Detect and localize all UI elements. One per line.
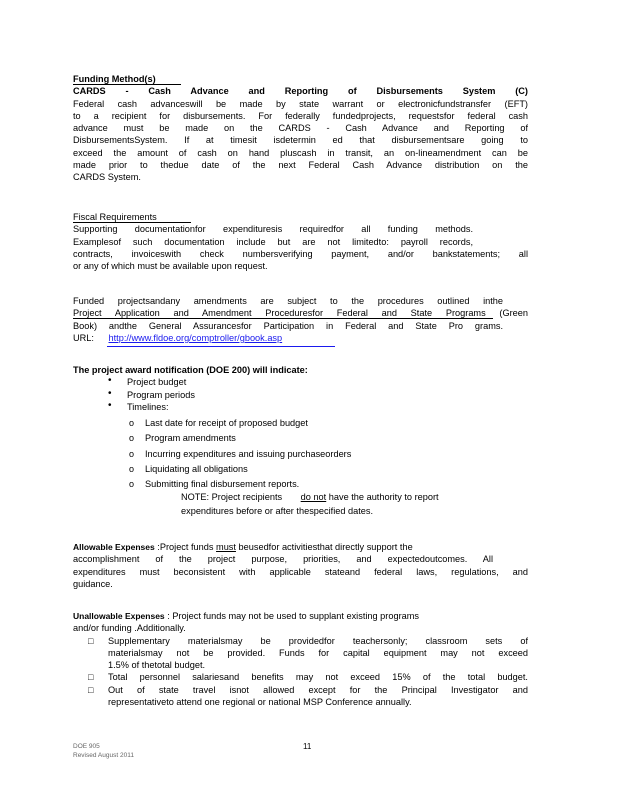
footer [73, 742, 134, 760]
funding-line: exceed the amount of cash on hand pluscash in transit, an on-lineamendment can be [73, 147, 528, 158]
unallowable-item-cont: representativeto attend one regional or national MSP Conference annually. [108, 697, 412, 708]
funding-line: DisbursementsSystem. If at timesit isdetermin ed that disbursementsare going to [73, 135, 528, 146]
funding-line: CARDS - Cash Advance and Reporting of Disbursements System (C) [73, 86, 528, 97]
allowable-line: accomplishment of the project purpose, priorities, and expectedoutcomes. All [73, 554, 493, 565]
allowable-section [73, 541, 528, 590]
bullet-item: • Project budget [108, 376, 187, 388]
funding-line: advance must be made on the CARDS - Cash Advance and Reporting of [73, 123, 528, 134]
note-line: NOTE: Project recipients do not have the authority to report [181, 491, 439, 502]
circle-bullet-icon: o [129, 464, 135, 475]
funding-line: CARDS System. [73, 172, 141, 183]
bullet-item: • Timelines: [108, 400, 169, 412]
unallowable-first-line: Unallowable Expenses : Project funds may not be used to supplant existing programs [73, 611, 419, 621]
fiscal-line: Examplesof such documentation include but are not limitedto: payroll records, [73, 236, 473, 247]
link-underline [107, 346, 335, 347]
fiscal-heading: Fiscal Requirements [73, 212, 157, 222]
sub-bullet-item: o Liquidating all obligations [129, 464, 248, 475]
unallowable-item-cont: 1.5% of thetotal budget. [108, 660, 206, 671]
footer-revised: Revised August 2011 [73, 752, 134, 759]
unallowable-item: □ Total personnel salariesand benefits may not exceed 15% of the total budget. [88, 672, 528, 683]
allowable-heading: Allowable Expenses [73, 542, 155, 552]
unallowable-item: □ Supplementary materialsmay be providedfor teachersonly; classroom sets of [88, 635, 528, 646]
funded-projects-paragraph [73, 295, 528, 344]
url-line [73, 332, 528, 344]
heading-underline [73, 222, 191, 223]
circle-bullet-icon: o [129, 418, 135, 429]
unallowable-item: □ Out of state travel isnot allowed except for the Principal Investigator and [88, 684, 528, 695]
funding-line: to a recipient for disbursements. For federally fundedprojects, requestsfor federal cash [73, 110, 528, 121]
unallowable-item-cont: materialsmay not be provided. Funds for capital equipment may not exceed [108, 647, 528, 658]
bullet-item: • Program periods [108, 388, 195, 400]
url-label: URL: [73, 332, 94, 343]
bullet-icon: • [108, 400, 112, 411]
funded-line: Funded projectsandany amendments are subject to the procedures outlined inthe [73, 296, 503, 306]
page-number: 11 [303, 742, 312, 751]
box-bullet-icon: □ [88, 672, 94, 683]
bullet-icon: • [108, 388, 112, 399]
emphasis-do-not: do not [300, 491, 327, 502]
award-section [73, 364, 528, 517]
heading-underline [73, 84, 181, 85]
fiscal-line: or any of which must be available upon request. [73, 261, 268, 272]
allowable-first-line: Allowable Expenses :Project funds must beusedfor activitiesthat directly support the [73, 542, 413, 552]
emphasis-must: must [216, 542, 236, 552]
sub-bullet-item: o Incurring expenditures and issuing purchaseorders [129, 448, 352, 459]
bullet-icon: • [108, 376, 112, 387]
award-heading: The project award notification (DOE 200) will indicate: [73, 365, 308, 375]
funding-section [73, 73, 528, 184]
circle-bullet-icon: o [129, 448, 135, 459]
note-line: expenditures before or after thespecified dates. [181, 505, 374, 516]
fiscal-line: Supporting documentationfor expendituresis requiredfor all funding methods. [73, 224, 473, 235]
funding-line: made prior to thedue date of the next Federal Cash Advance distribution on the [73, 160, 528, 171]
sub-bullet-item: o Submitting final disbursement reports. [129, 479, 300, 490]
fiscal-line: contracts, invoiceswith check numbersverifying payment, and/or bankstatements; all [73, 248, 528, 259]
funded-line: Project Application and Amendment Proceduresfor Federal and State Programs (Green [73, 308, 528, 319]
sub-bullet-item: o Program amendments [129, 433, 236, 444]
unallowable-heading: Unallowable Expenses [73, 611, 165, 621]
allowable-line: guidance. [73, 578, 113, 589]
unallowable-line: and/or funding .Additionally. [73, 623, 186, 634]
fiscal-section [73, 211, 528, 272]
box-bullet-icon: □ [88, 684, 94, 695]
funding-line: Federal cash advanceswill be made by state warrant or electronicfundstransfer (EFT) [73, 98, 528, 109]
funding-heading: Funding Method(s) [73, 74, 156, 84]
box-bullet-icon: □ [88, 635, 94, 646]
allowable-line: expenditures must beconsistent with applicable stateand federal laws, regulations, and [73, 566, 528, 577]
unallowable-section [73, 610, 528, 708]
funded-line: Book) andthe General Assurancesfor Participation in Federal and State Pro grams. [73, 320, 503, 331]
sub-bullet-item: o Last date for receipt of proposed budget [129, 418, 308, 429]
book-underline [73, 318, 493, 319]
circle-bullet-icon: o [129, 433, 135, 444]
circle-bullet-icon: o [129, 479, 135, 490]
gbook-link[interactable]: http://www.fldoe.org/comptroller/gbook.asp [108, 332, 283, 343]
footer-form-number: DOE 905 [73, 743, 100, 750]
